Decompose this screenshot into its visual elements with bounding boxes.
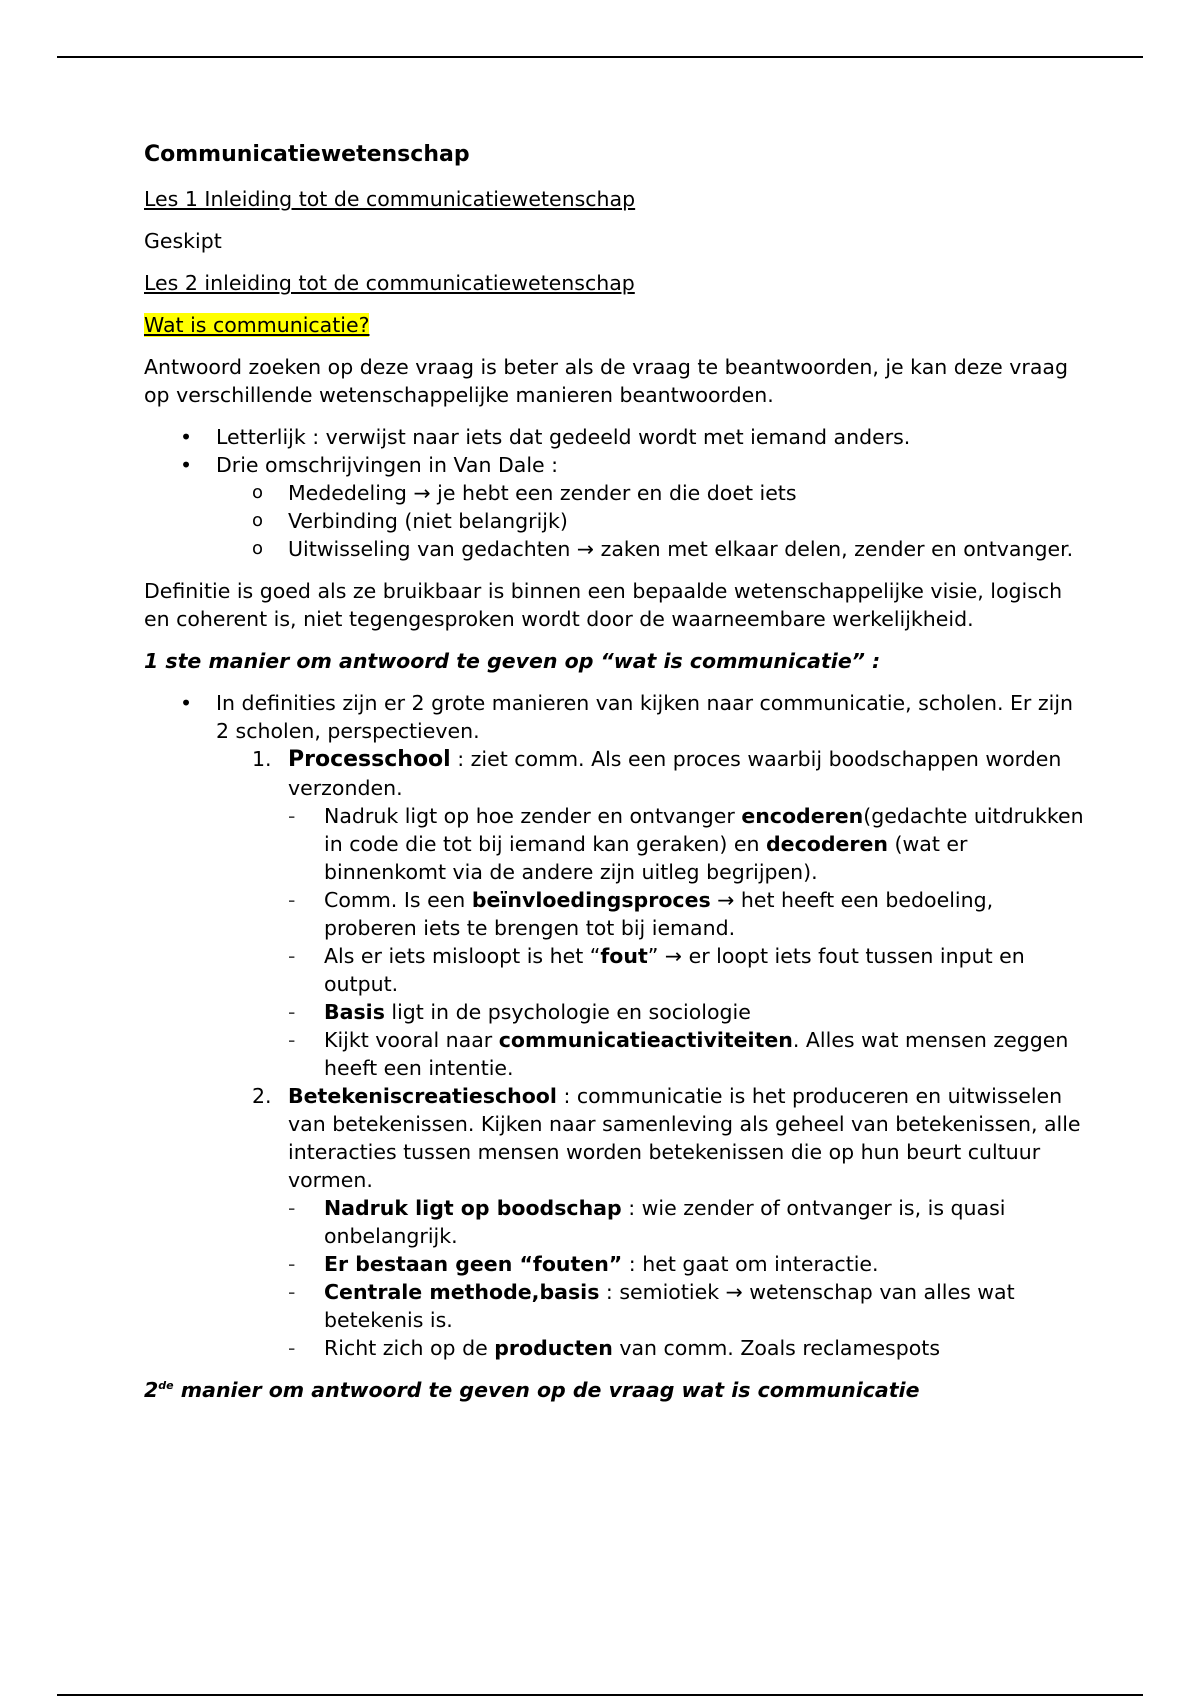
footer-rule <box>57 1694 1143 1696</box>
section-heading-2: 2de manier om antwoord te geven op de vraag wat is communicatie <box>144 1378 920 1402</box>
process-school-item: 1. Processchool : ziet comm. Als een proces waarbij boodschappen worden verzonden. - Nadruk ligt op hoe zender en ontvanger encoderen(gedachte uitdrukken in code die tot bij iemand kan geraken) en decoderen (wat er binnenkomt via de andere zijn uitleg begrijpen). - Comm. Is een beïnvloedingsproces → het heeft een bedoeling, proberen iets te brengen tot bij iemand. - Als er iets misloopt is het “fout” → er loopt iets fout tussen input en output. - Basis ligt in de psychologie en sociologie - Kijkt vooral naar communicatieactiviteiten. Alles wat mensen zeggen heeft een intentie. <box>216 745 1084 1082</box>
meaning-school-item: 2. Betekeniscreatieschool : communicatie is het produceren en uitwisselen van betekenissen. Kijken naar samenleving als geheel van betekenissen, alle interacties tussen mensen worden betekenissen die op hun beurt cultuur vormen. - Nadruk ligt op boodschap : wie zender of ontvanger is, is quasi onbelangrijk. - Er bestaan geen “fouten” : het gaat om interactie. - Centrale methode,basis : semiotiek → wetenschap van alles wat betekenis is. - Richt zich op de producten van comm. Zoals reclamespots <box>216 1082 1084 1362</box>
list-item: o Verbinding (niet belangrijk) <box>216 507 1084 535</box>
list-item: • Drie omschrijvingen in Van Dale : o Mededeling → je hebt een zender en die doet iets o Verbinding (niet belangrijk) o Uitwisseling van gedachten → zaken met elkaar delen, zender en ontvanger. <box>144 451 1084 563</box>
document-page <box>144 141 1084 1404</box>
lesson-1-heading: Les 1 Inleiding tot de communicatiewetenschap <box>144 187 636 211</box>
header-rule <box>57 56 1143 58</box>
list-item: - Nadruk ligt op hoe zender en ontvanger encoderen(gedachte uitdrukken in code die tot bij iemand kan geraken) en decoderen (wat er binnenkomt via de andere zijn uitleg begrijpen). <box>288 802 1084 886</box>
list-item: - Nadruk ligt op boodschap : wie zender of ontvanger is, is quasi onbelangrijk. <box>288 1194 1084 1250</box>
van-dale-sublist <box>216 479 1084 563</box>
meaning-list <box>144 423 1084 563</box>
definition-paragraph: Definitie is goed als ze bruikbaar is binnen een bepaalde wetenschappelijke visie, logisch en coherent is, niet tegengesproken wordt door de waarneembare werkelijkheid. <box>144 579 1063 631</box>
lesson-2-heading: Les 2 inleiding tot de communicatiewetenschap <box>144 271 635 295</box>
list-item: o Mededeling → je hebt een zender en die doet iets <box>216 479 1084 507</box>
process-details <box>288 802 1084 1082</box>
intro-paragraph: Antwoord zoeken op deze vraag is beter als de vraag te beantwoorden, je kan deze vraag op verschillende wetenschappelijke manieren beantwoorden. <box>144 355 1068 407</box>
list-item: - Kijkt vooral naar communicatieactiviteiten. Alles wat mensen zeggen heeft een intentie. <box>288 1026 1084 1082</box>
list-item: - Basis ligt in de psychologie en sociologie <box>288 998 1084 1026</box>
skipped-note: Geskipt <box>144 229 222 253</box>
list-item: - Richt zich op de producten van comm. Zoals reclamespots <box>288 1334 1084 1362</box>
list-item: - Als er iets misloopt is het “fout” → er loopt iets fout tussen input en output. <box>288 942 1084 998</box>
schools-list <box>144 689 1084 1362</box>
list-item: - Comm. Is een beïnvloedingsproces → het heeft een bedoeling, proberen iets te brengen tot bij iemand. <box>288 886 1084 942</box>
document-title: Communicatiewetenschap <box>144 142 470 167</box>
schools-numbered-list <box>216 745 1084 1362</box>
list-item: • In definities zijn er 2 grote manieren van kijken naar communicatie, scholen. Er zijn 2 scholen, perspectieven. 1. Processchool : ziet comm. Als een proces waarbij boodschappen worden verzonden. - Nadruk ligt op hoe zender en ontvanger encoderen(gedachte uitdrukken in code die tot bij iemand kan geraken) en decoderen (wat er binnenkomt via de andere zijn uitleg begrijpen). - Comm. Is een beïnvloedingsproces → het heeft een bedoeling, proberen iets te brengen tot bij iemand. - Als er iets misloopt is het “fout” → er loopt iets fout tussen input en output. - Basis ligt in de psychologie en sociologie - Kijkt vooral naar communicatieactiviteiten. Alles wat mensen zeggen heeft een intentie. 2. Betekeniscreatieschool : communicatie is het produceren en uitwisselen van betekenissen. Kijken naar samenleving als geheel van betekenissen, alle interacties tussen mensen worden betekenissen die op hun beurt cultuur vormen. - Nadruk ligt op boodschap : wie zender of ontvanger is, is quasi onbelangrijk. - Er bestaan geen “fouten” : het gaat om interactie. - Centrale methode,basis : semiotiek → wetenschap van alles wat betekenis is. - Richt zich op de producten van comm. Zoals reclamespots <box>144 689 1084 1362</box>
list-item: - Centrale methode,basis : semiotiek → wetenschap van alles wat betekenis is. <box>288 1278 1084 1334</box>
highlighted-question: Wat is communicatie? <box>144 313 370 337</box>
list-item: • Letterlijk : verwijst naar iets dat gedeeld wordt met iemand anders. <box>144 423 1084 451</box>
meaning-school-details <box>288 1194 1084 1362</box>
section-heading-1: 1 ste manier om antwoord te geven op “wat is communicatie” : <box>144 649 881 673</box>
list-item: - Er bestaan geen “fouten” : het gaat om interactie. <box>288 1250 1084 1278</box>
list-item: o Uitwisseling van gedachten → zaken met elkaar delen, zender en ontvanger. <box>216 535 1084 563</box>
